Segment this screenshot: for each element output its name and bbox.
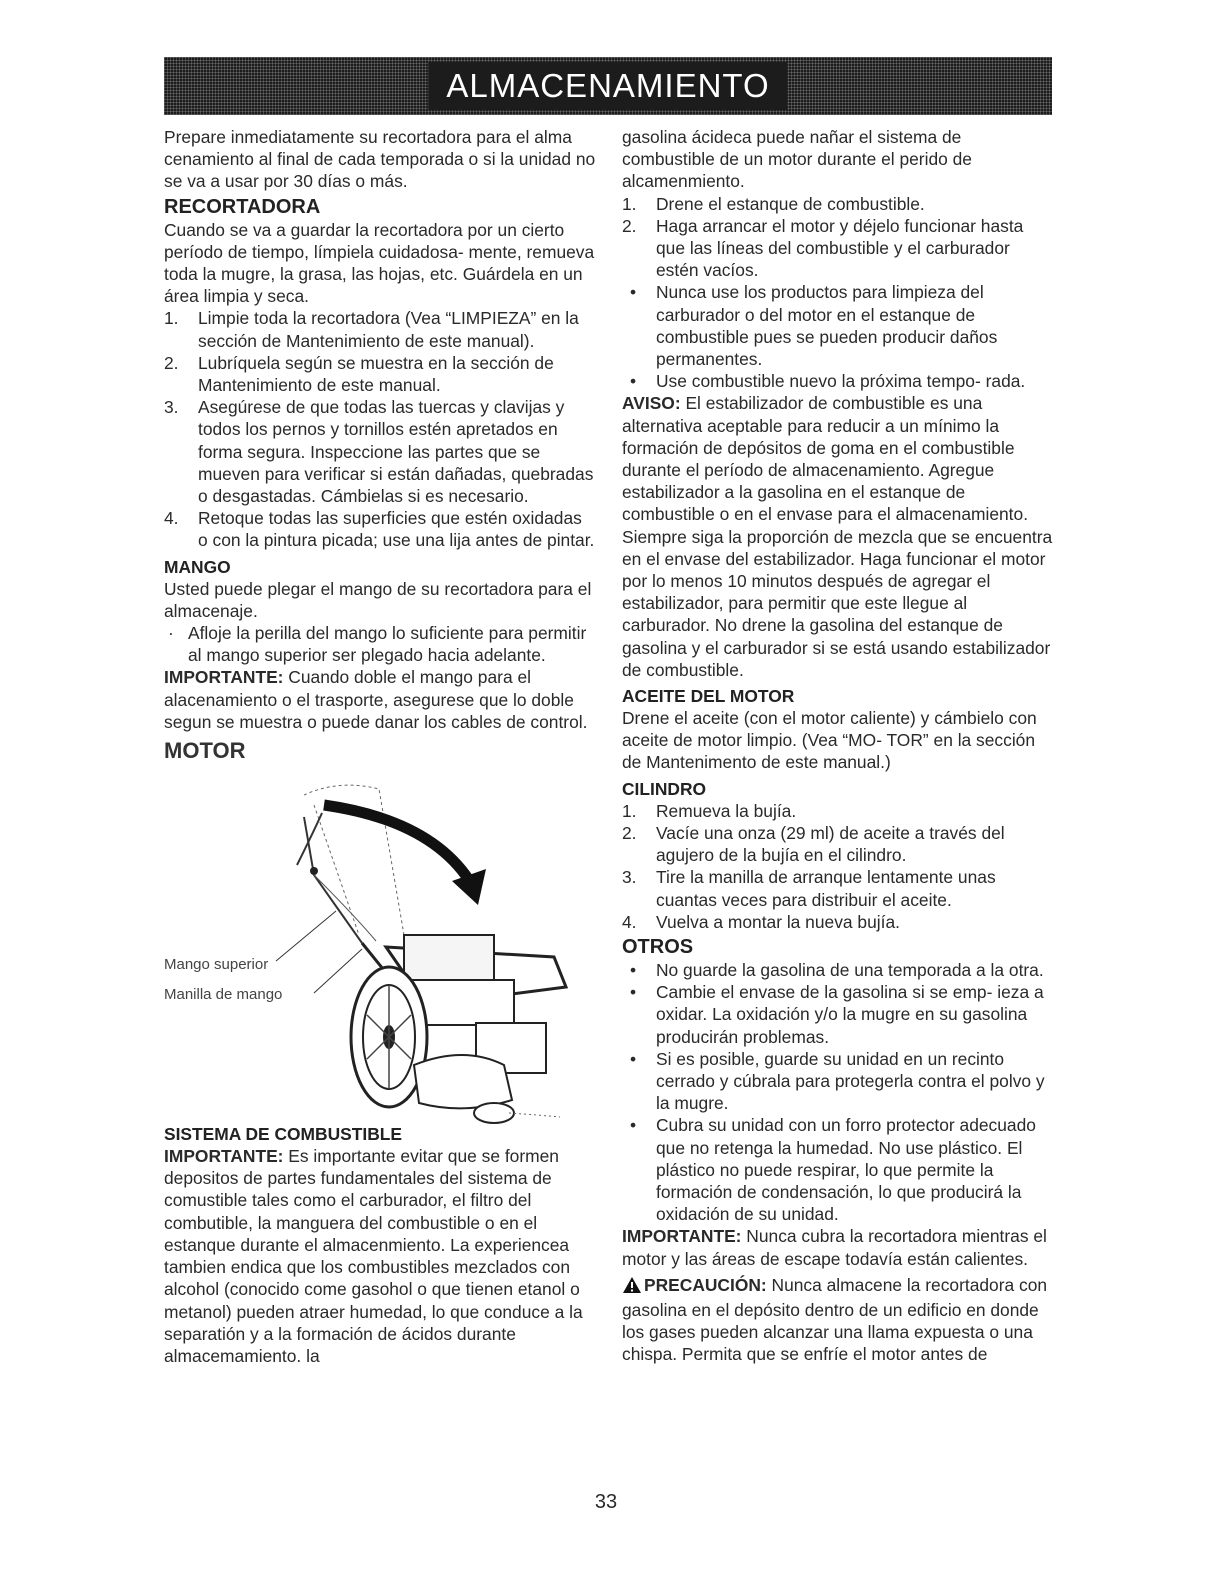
list-item: • Si es posible, guarde su unidad en un recinto cerrado y cúbrala para protegerla contra el polvo y la mugre. bbox=[630, 1048, 1045, 1114]
heading-aceite: ACEITE DEL MOTOR bbox=[622, 686, 795, 707]
list-item: • No guarde la gasolina de una temporada a la otra. bbox=[630, 959, 1044, 980]
list-item: · Afloje la perilla del mango lo suficiente para permitir al mango superior ser plegado hacia adelante. bbox=[168, 623, 587, 666]
section-banner bbox=[164, 57, 1052, 115]
intro-paragraph: Prepare inmediatamente su recortadora para el alma cenamiento al final de cada temporada o si la unidad no se va a usar por 30 días o más. bbox=[164, 127, 596, 192]
list-item: 4. Retoque todas las superficies que estén oxidadas o con la pintura picada; use una lija antes de pintar. bbox=[164, 508, 595, 551]
fuel-steps bbox=[622, 193, 1054, 282]
list-item: 1. Drene el estanque de combustible. bbox=[622, 193, 925, 214]
continuation-paragraph: gasolina ácideca puede nañar el sistema de combustible de un motor durante el perido de alcamenmiento. bbox=[622, 127, 972, 192]
section-title: ALMACENAMIENTO bbox=[428, 62, 787, 110]
list-item: 1. Remueva la bujía. bbox=[622, 800, 797, 821]
mango-paragraph: Usted puede plegar el mango de su recortadora para el almacenaje. bbox=[164, 578, 592, 621]
heading-sistema-combustible: SISTEMA DE COMBUSTIBLE bbox=[164, 1124, 402, 1145]
sistema-important: IMPORTANTE: Es importante evitar que se formen depositos de partes fundamentales del sistema de comustible tales como el carburador, el filtro del combutible, la manguera del combustible o en el estanque durante el almacenmiento. La experiencea tambien endica que los combustibles mezclados con alcohol (conocido come gasohol o que tienen etanol o metanol) pueden atraer humedad, lo que conduce a la separatión y a la formación de ácidos durante almacemamiento. la bbox=[164, 1146, 583, 1366]
otros-bullets bbox=[622, 959, 1054, 1225]
mango-important: IMPORTANTE: Cuando doble el mango para el alacenamiento o el trasporte, asegurese que lo doble segun se muestra o puede danar los cables de control. bbox=[164, 667, 588, 732]
warning-icon bbox=[622, 1276, 642, 1299]
heading-motor: MOTOR bbox=[164, 738, 246, 764]
page-number: 33 bbox=[594, 1491, 618, 1513]
otros-important: IMPORTANTE: Nunca cubra la recortadora mientras el motor y las áreas de escape todavía están calientes. bbox=[622, 1226, 1047, 1269]
trimmer-folding-figure bbox=[164, 765, 596, 1125]
label-upper-handle: Mango superior bbox=[164, 956, 269, 974]
aceite-paragraph: Drene el aceite (con el motor caliente) y cámbielo con aceite de motor limpio. (Vea “MO- TOR” en la sección de Mantenimento de este manual.) bbox=[622, 708, 1037, 773]
heading-cilindro: CILINDRO bbox=[622, 778, 707, 799]
list-item: 2. Lubríquela según se muestra en la sección de Mantenimiento de este manual. bbox=[164, 352, 554, 396]
right-column bbox=[622, 126, 1054, 1366]
heading-recortadora: RECORTADORA bbox=[164, 195, 321, 218]
list-item: 1. Limpie toda la recortadora (Vea “LIMPIEZA” en la sección de Mantenimiento de este manual). bbox=[164, 308, 579, 351]
list-item: 2. Vacíe una onza (29 ml) de aceite a través del agujero de la bujía en el cilindro. bbox=[622, 822, 1005, 866]
heading-otros: OTROS bbox=[622, 935, 694, 958]
list-item: 3. Tire la manilla de arranque lentamente unas cuantas veces para distribuir el aceite. bbox=[622, 867, 996, 910]
recortadora-paragraph: Cuando se va a guardar la recortadora por un cierto período de tiempo, límpiela cuidadosa- mente, remueva toda la mugre, la grasa, las hojas, etc. Guárdela en un área limpia y seca. bbox=[164, 219, 595, 307]
mango-bullets bbox=[164, 622, 596, 666]
list-item: • Nunca use los productos para limpieza del carburador o del motor en el estanque de combustible pues se pueden producir daños permanentes. bbox=[630, 282, 998, 370]
trimmer-illustration bbox=[164, 765, 596, 1125]
list-item: • Use combustible nuevo la próxima tempo- rada. bbox=[630, 371, 1026, 392]
list-item: • Cambie el envase de la gasolina si se emp- ieza a oxidar. La oxidación y/o la mugre en su gasolina producirán problemas. bbox=[630, 982, 1044, 1047]
cilindro-steps bbox=[622, 800, 1054, 933]
list-item: 3. Asegúrese de que todas las tuercas y clavijas y todos los pernos y tornillos estén apretados en forma segura. Inspeccione las partes que se mueven para verificar si están dañadas, quebradas o desgastadas. Cámbielas si es necesario. bbox=[164, 397, 594, 507]
list-item: 2. Haga arrancar el motor y déjelo funcionar hasta que las líneas del combustible y el carburador estén vacíos. bbox=[622, 215, 1024, 281]
fuel-bullets bbox=[622, 281, 1054, 392]
heading-mango: MANGO bbox=[164, 556, 231, 577]
list-item: 4. Vuelva a montar la nueva bujía. bbox=[622, 911, 900, 932]
label-handle-knob: Manilla de mango bbox=[164, 986, 283, 1004]
list-item: • Cubra su unidad con un forro protector adecuado que no retenga la humedad. No use plástico. El plástico no puede respirar, lo que permite la formación de condensación, lo que producirá la oxidación de su unidad. bbox=[630, 1115, 1036, 1225]
recortadora-steps bbox=[164, 307, 596, 551]
aviso-paragraph: AVISO: El estabilizador de combustible es una alternativa aceptable para reducir a un mínimo la formación de depósitos de goma en el combustible durante el período de almacenamiento. Agregue estabilizador a la gasolina en el estanque de combustible o en el envase para el almacenamiento. Siempre siga la proporción de mezcla que se encuentra en el envase del estabilizador. Haga funcionar el motor por lo menos 10 minutos después de agregar el estabilizador, para permitir que este llegue al carburador. No drene la gasolina del estanque de gasolina y el carburador si se está usando estabilizador de combustible. bbox=[622, 393, 1053, 680]
left-column bbox=[164, 126, 596, 1367]
precaucion-paragraph: PRECAUCIÓN: Nunca almacene la recortadora con gasolina en el depósito dentro de un edificio en donde los gases pueden alcanzar una llama expuesta o una chispa. Permita que se enfríe el motor antes de bbox=[622, 1274, 1048, 1365]
